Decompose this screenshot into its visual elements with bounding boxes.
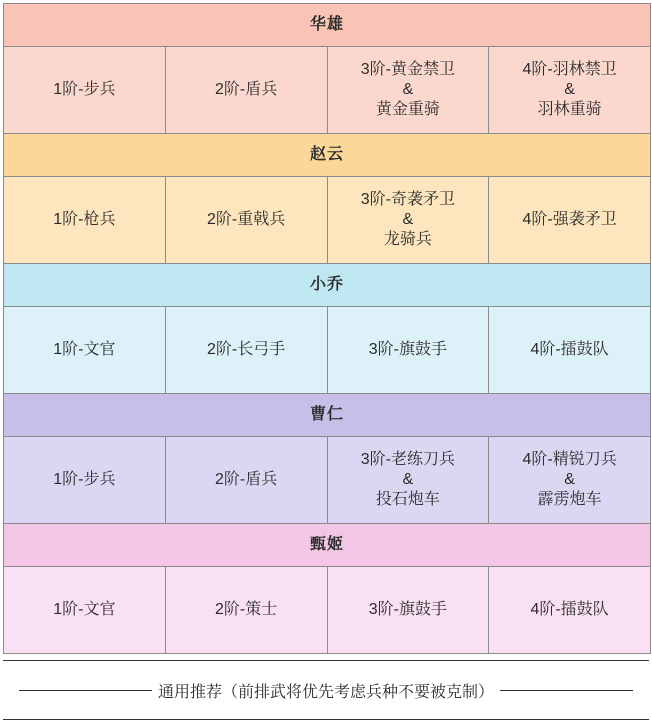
- footer-note-text: 通用推荐（前排武将优先考虑兵种不要被克制）: [158, 683, 495, 701]
- troop-row: [4, 177, 651, 264]
- troop-cell: [165, 307, 327, 394]
- hero-name: 曹仁: [4, 394, 651, 437]
- troop-cell: [4, 177, 166, 264]
- hero-header-row: [4, 4, 651, 47]
- hero-header-row: [4, 134, 651, 177]
- troop-cell: [165, 437, 327, 524]
- troop-cell: [4, 307, 166, 394]
- troop-row: [4, 47, 651, 134]
- troop-cell: [327, 177, 489, 264]
- troop-line: 1阶-文官: [53, 341, 116, 358]
- troop-line: 4阶-羽林禁卫: [522, 61, 617, 78]
- troop-line: 黄金重骑: [375, 101, 440, 118]
- troop-cell: [489, 567, 651, 654]
- troop-line: 2阶-盾兵: [215, 81, 278, 98]
- troop-cell: [165, 47, 327, 134]
- hero-name: 赵云: [4, 134, 651, 177]
- troop-cell: [327, 307, 489, 394]
- troop-line: &: [402, 471, 414, 488]
- troop-line: 4阶-强袭矛卫: [522, 211, 617, 228]
- troop-cell: [327, 567, 489, 654]
- troop-line: &: [402, 81, 414, 98]
- troop-cell: [165, 177, 327, 264]
- troop-line: 3阶-旗鼓手: [368, 341, 447, 358]
- troop-recommendation-sheet: [0, 3, 652, 701]
- troop-cell: [489, 177, 651, 264]
- troop-line: 1阶-步兵: [53, 81, 116, 98]
- troop-line: 2阶-盾兵: [215, 471, 278, 488]
- troop-cell: [489, 47, 651, 134]
- troop-line: 1阶-步兵: [53, 471, 116, 488]
- troop-cell: [489, 437, 651, 524]
- troop-line: 3阶-旗鼓手: [368, 601, 447, 618]
- troop-cell: [489, 307, 651, 394]
- troop-cell: [165, 567, 327, 654]
- troop-table: [3, 3, 651, 654]
- troop-cell: [4, 47, 166, 134]
- troop-line: &: [402, 211, 414, 228]
- troop-cell: [327, 47, 489, 134]
- troop-line: 龙骑兵: [383, 231, 432, 248]
- troop-line: &: [564, 81, 575, 98]
- hero-name: 甄姬: [4, 524, 651, 567]
- footer-rule-left: [19, 690, 152, 691]
- troop-line: 1阶-枪兵: [53, 211, 116, 228]
- hero-header-row: [4, 394, 651, 437]
- troop-line: 霹雳炮车: [537, 491, 602, 508]
- troop-line: 3阶-老练刀兵: [360, 451, 455, 468]
- hero-name: 华雄: [4, 4, 651, 47]
- footer-rule-right: [500, 690, 633, 691]
- troop-cell: [4, 437, 166, 524]
- troop-line: 羽林重骑: [537, 101, 602, 118]
- troop-line: 2阶-长弓手: [207, 341, 286, 358]
- troop-cell: [327, 437, 489, 524]
- troop-cell: [4, 567, 166, 654]
- troop-line: 4阶-精锐刀兵: [522, 451, 617, 468]
- troop-line: 2阶-策士: [215, 601, 278, 618]
- troop-line: 2阶-重戟兵: [207, 211, 286, 228]
- troop-line: 3阶-奇袭矛卫: [360, 191, 455, 208]
- footer-note: [3, 660, 649, 720]
- troop-row: [4, 567, 651, 654]
- troop-line: &: [564, 471, 575, 488]
- hero-header-row: [4, 524, 651, 567]
- troop-row: [4, 307, 651, 394]
- hero-name: 小乔: [4, 264, 651, 307]
- troop-row: [4, 437, 651, 524]
- hero-header-row: [4, 264, 651, 307]
- troop-line: 1阶-文官: [53, 601, 116, 618]
- troop-line: 3阶-黄金禁卫: [360, 61, 455, 78]
- troop-line: 4阶-擂鼓队: [530, 341, 609, 358]
- troop-line: 投石炮车: [375, 491, 440, 508]
- troop-line: 4阶-擂鼓队: [530, 601, 609, 618]
- troop-table-body: [4, 4, 651, 654]
